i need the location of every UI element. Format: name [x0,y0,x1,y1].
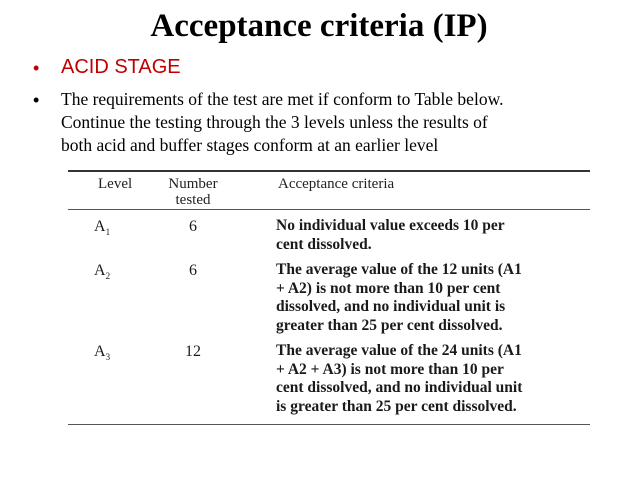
table-header-rule [68,209,590,210]
row-criteria-a3 [276,342,588,416]
requirements-line: both acid and buffer stages conform at an earlier level [61,135,439,155]
level-letter: A [94,262,106,279]
criteria-line: greater than 25 per cent dissolved. [276,316,503,334]
level-subscript: 3 [105,352,111,363]
criteria-line: + A2) is not more than 10 per cent [276,279,501,297]
criteria-line: dissolved, and no individual unit is [276,298,506,315]
row-criteria-a1 [276,217,588,254]
row-criteria-a2 [276,261,588,335]
criteria-line: No individual value exceeds 10 per [276,217,505,234]
header-number-line2: tested [175,192,211,208]
bullet-icon: • [33,58,40,78]
criteria-line: + A2 + A3) is not more than 10 per [276,360,504,378]
level-subscript: 2 [105,271,111,282]
row-level-a1 [94,218,110,237]
criteria-line: cent dissolved. [276,235,372,253]
level-subscript: 1 [105,227,111,238]
criteria-line: The average value of the 24 units (A1 [276,342,522,359]
requirements-line: Continue the testing through the 3 levels unless the results of [61,112,488,132]
acid-stage-label: ACID STAGE [61,56,181,78]
level-letter: A [94,218,106,235]
header-level: Level [98,176,133,192]
row-level-a2 [94,262,110,281]
row-number-a3: 12 [185,343,201,360]
header-number-line1: Number [168,176,218,192]
criteria-line: cent dissolved, and no individual unit [276,379,523,396]
table-top-rule [68,170,590,172]
row-number-a1: 6 [189,218,197,235]
requirements-text [61,88,621,157]
level-letter: A [94,343,106,360]
criteria-line: is greater than 25 per cent dissolved. [276,397,517,415]
row-level-a3 [94,343,110,362]
header-number-tested [158,176,228,208]
row-number-a2: 6 [189,262,197,279]
bullet-icon: • [33,90,40,110]
criteria-line: The average value of the 12 units (A1 [276,261,522,278]
slide-title: Acceptance criteria (IP) [150,8,488,44]
requirements-line: The requirements of the test are met if conform to Table below. [61,89,504,109]
header-acceptance-criteria: Acceptance criteria [278,176,395,192]
table-bottom-rule [68,424,590,425]
